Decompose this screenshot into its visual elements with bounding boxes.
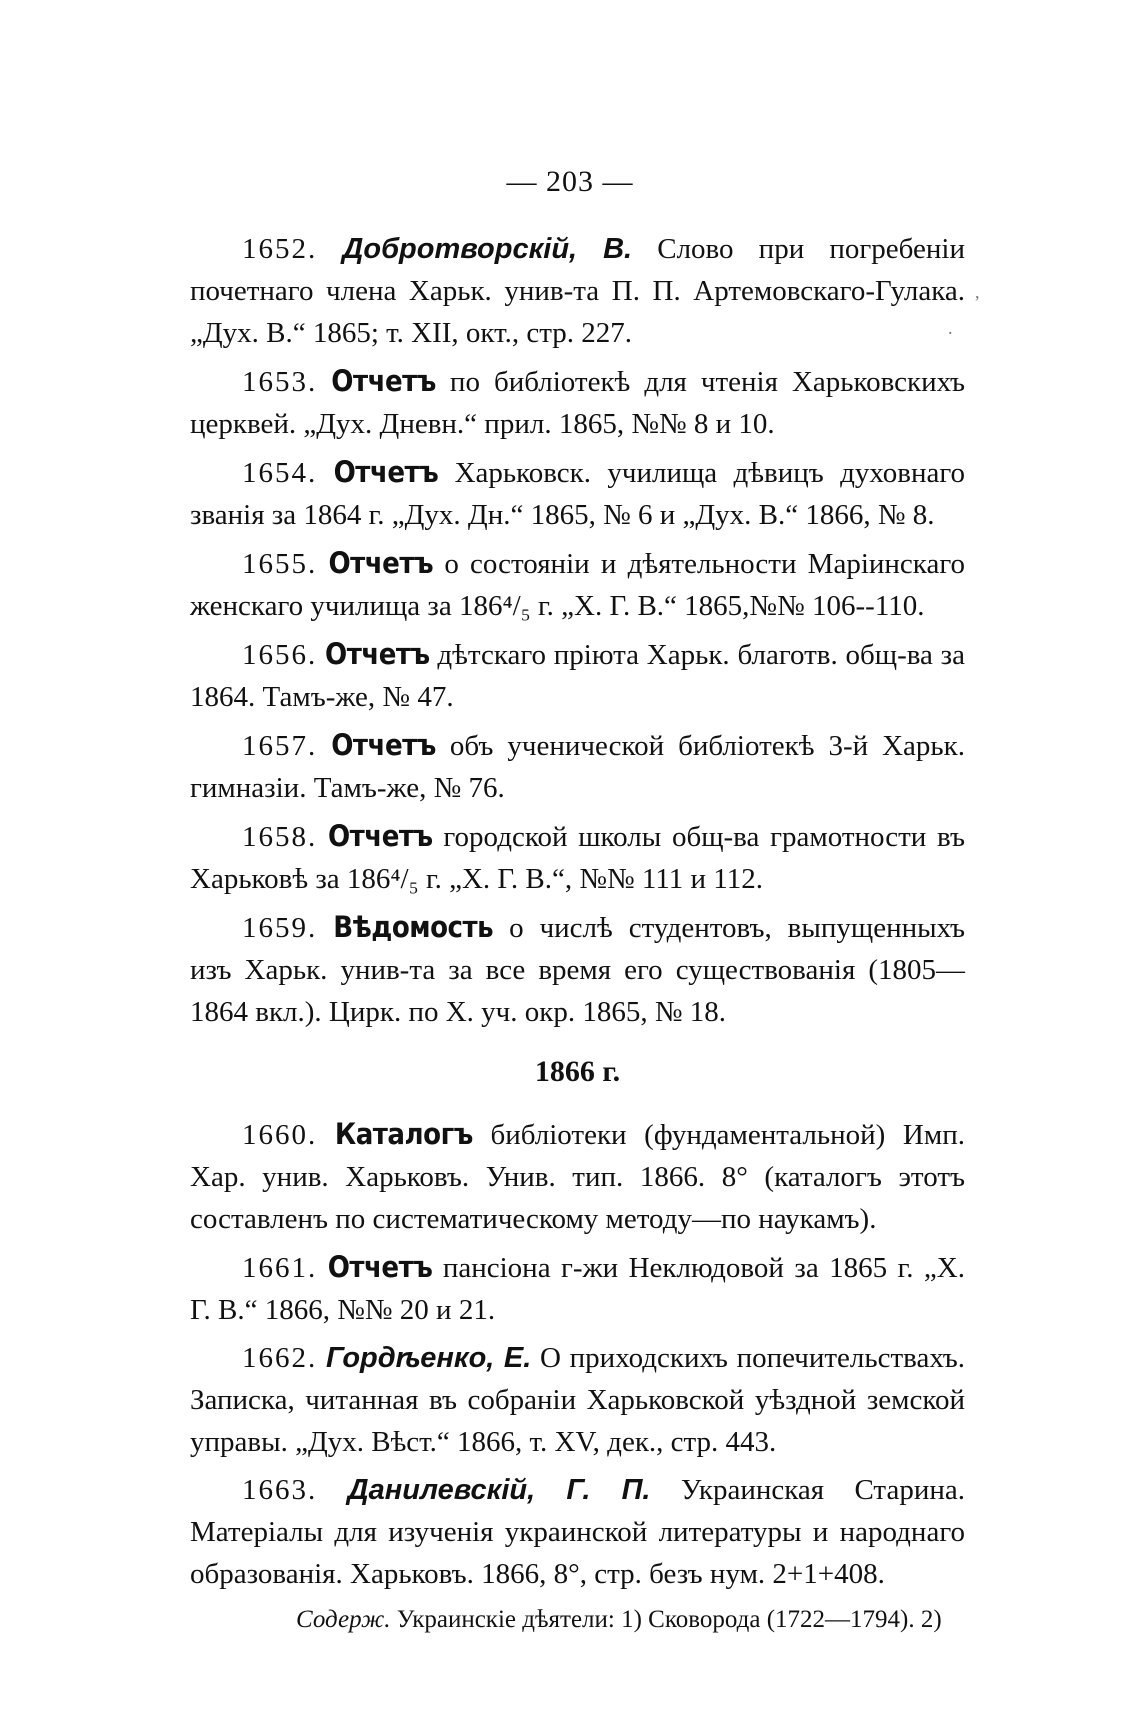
- edge-mark: ,: [975, 282, 980, 302]
- entry-text: по библіотекѣ для чтенія Харьковскихъ церквей. „Дух. Дневн.“ прил. 1865, №№ 8 и 10.: [190, 366, 966, 440]
- entry-number: 1661.: [242, 1252, 318, 1284]
- entry-1662: [190, 1337, 965, 1463]
- entry-number: 1658.: [242, 821, 318, 853]
- entry-text: о состояніи и дѣятельности Маріинскаго женскаго училища за 186⁴/₅ г. „Х. Г. В.“ 1865,№№ 106--110.: [190, 548, 965, 622]
- page-number: — 203 —: [506, 165, 634, 198]
- entry-number: 1660.: [242, 1119, 318, 1151]
- year-heading: 1866 г.: [534, 1055, 621, 1088]
- entry-keyword: Отчетъ: [327, 1250, 433, 1284]
- entry-keyword: Каталогъ: [334, 1117, 473, 1151]
- entry-author: Добротворскій, В.: [342, 233, 633, 265]
- entry-author: Данилевскій, Г. П.: [347, 1474, 651, 1506]
- entry-text: Харьковск. училища дѣвицъ духовнаго званія за 1864 г. „Дух. Дн.“ 1865, № 6 и „Дух. В.“ 1866, № 8.: [190, 457, 966, 531]
- entry-keyword: Отчетъ: [333, 455, 439, 489]
- entry-text: дѣтскаго пріюта Харьк. благотв. общ-ва за 1864. Тамъ-же, № 47.: [190, 639, 965, 713]
- entry-text: Украинская Старина. Матеріалы для изученія украинской литературы и народнаго образованія. Харьковъ. 1866, 8°, стр. безъ нум. 2+1+408.: [190, 1474, 965, 1590]
- entry-1656: [190, 633, 965, 718]
- entry-number: 1662.: [242, 1342, 318, 1374]
- entry-text: библіотеки (фундаментальной) Имп. Хар. унив. Харьковъ. Унив. тип. 1866. 8° (каталогъ этотъ составленъ по систематическому методу—по наукамъ).: [190, 1119, 966, 1235]
- entry-keyword: Вѣдомость: [333, 910, 494, 944]
- note-text: Украинскіе дѣятели: 1) Сковорода (1722—1794). 2): [390, 1606, 942, 1633]
- entry-keyword: Отчетъ: [331, 364, 436, 398]
- entry-text: Слово при погребеніи почетнаго члена Харьк. унив-та П. П. Артемовскаго-Гулака. „Дух. В.“ 1865; т. XII, окт., стр. 227.: [190, 233, 966, 349]
- entry-number: 1652.: [242, 233, 318, 265]
- entry-keyword: Отчетъ: [325, 637, 430, 671]
- entry-1660: [190, 1113, 965, 1240]
- entry-number: 1657.: [242, 730, 318, 762]
- entry-1655: [190, 542, 965, 627]
- edge-mark: .: [948, 318, 953, 338]
- entry-number: 1659.: [242, 912, 318, 944]
- note-label: Содерж.: [296, 1606, 391, 1633]
- entry-1653: [190, 360, 965, 445]
- entry-number: 1663.: [242, 1474, 318, 1506]
- entry-keyword: Отчетъ: [328, 546, 434, 580]
- entry-1652: [190, 228, 965, 354]
- entry-number: 1656.: [242, 639, 318, 671]
- entry-1659: [190, 906, 965, 1033]
- entry-1661: [190, 1246, 965, 1331]
- entry-keyword: Отчетъ: [327, 819, 433, 853]
- entry-1658: [190, 815, 965, 900]
- entry-1654: [190, 451, 965, 536]
- entry-number: 1653.: [242, 366, 318, 398]
- entry-text: объ ученической библіотекѣ 3-й Харьк. гимназіи. Тамъ-же, № 76.: [190, 730, 965, 804]
- contents-note: [190, 1601, 965, 1639]
- entry-keyword: Отчетъ: [331, 728, 436, 762]
- entry-1663: [190, 1469, 965, 1595]
- entry-text: пансіона г-жи Неклюдовой за 1865 г. „Х. Г. В.“ 1866, №№ 20 и 21.: [190, 1252, 966, 1326]
- bibliography-text: [190, 228, 965, 1639]
- entry-1657: [190, 724, 965, 809]
- entry-number: 1655.: [242, 548, 318, 580]
- entry-author: Гордѣенко, Е.: [325, 1342, 532, 1374]
- entry-text: городской школы общ-ва грамотности въ Харьковѣ за 186⁴/₅ г. „Х. Г. В.“, №№ 111 и 112.: [190, 821, 965, 895]
- entry-number: 1654.: [242, 457, 318, 489]
- entry-text: О приходскихъ попечительствахъ. Записка, читанная въ собраніи Харьковской уѣздной земской управы. „Дух. Вѣст.“ 1866, т. XV, дек., стр. 443.: [190, 1342, 965, 1458]
- entry-text: о числѣ студентовъ, выпущенныхъ изъ Харьк. унив-та за все время его существованія (1805—1864 вкл.). Цирк. по Х. уч. окр. 1865, № 18.: [190, 912, 965, 1028]
